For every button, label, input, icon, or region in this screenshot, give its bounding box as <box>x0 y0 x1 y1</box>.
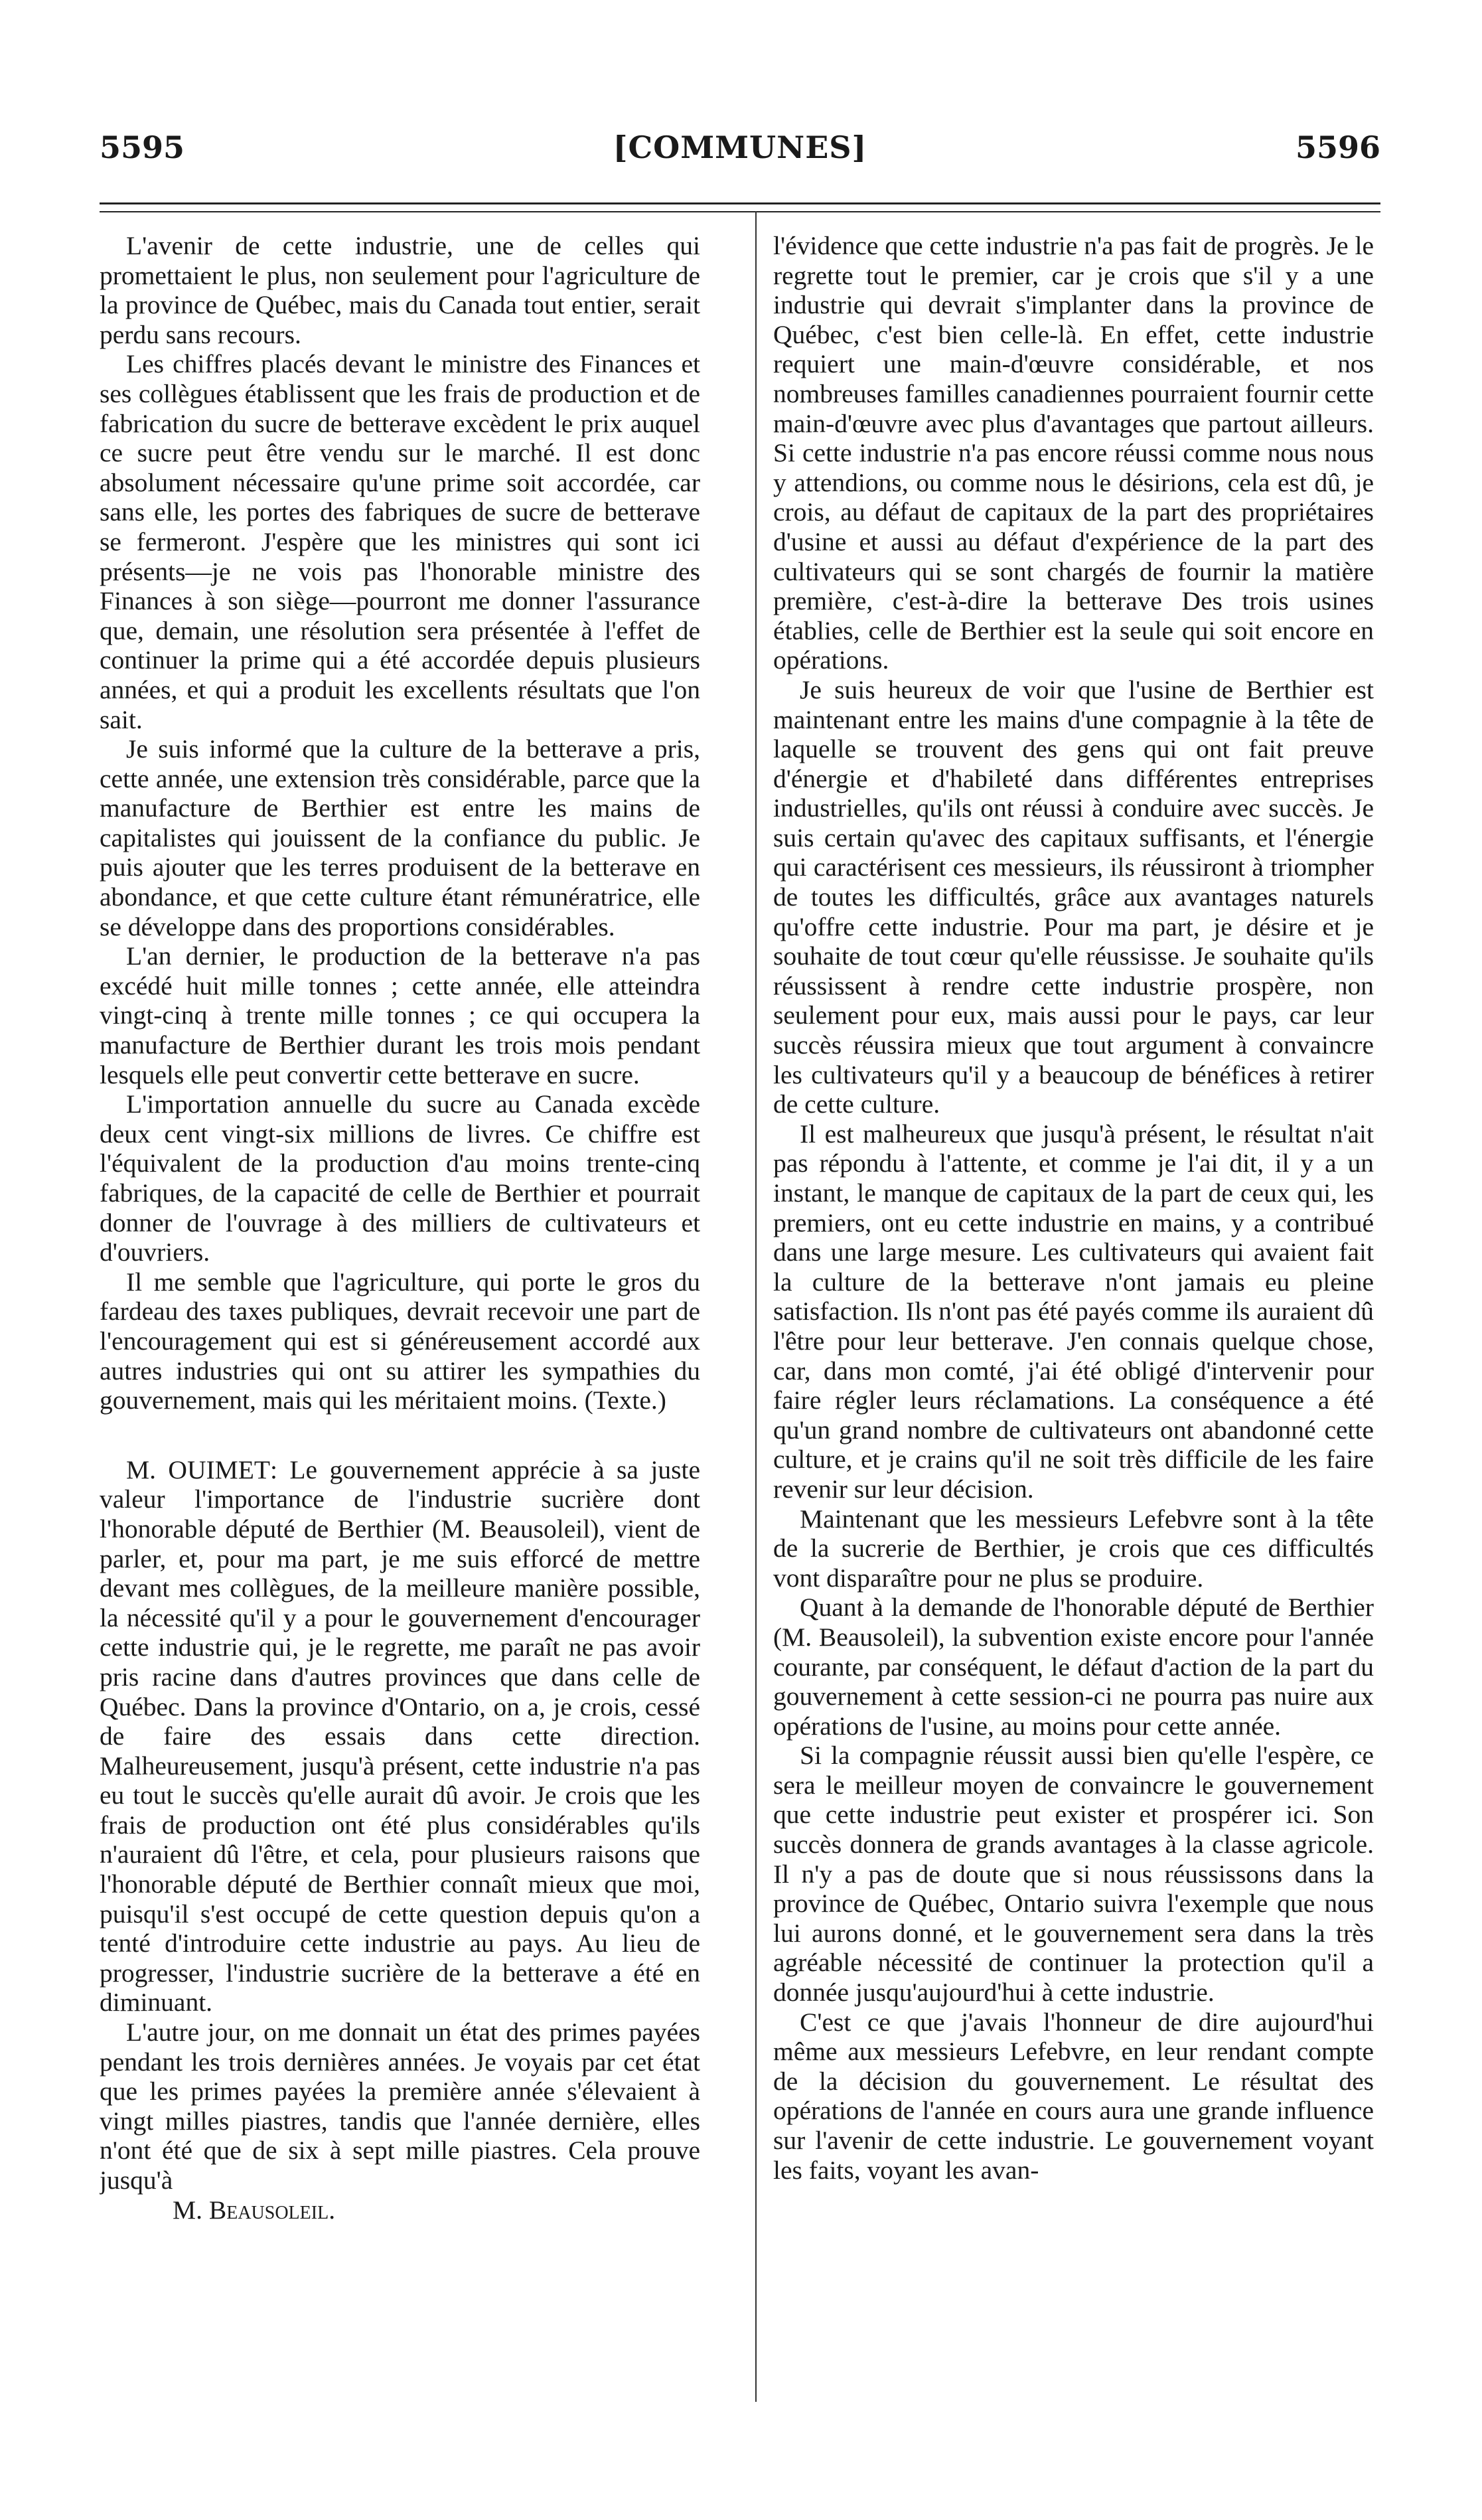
paragraph: C'est ce que j'avais l'honneur de dire aujourd'hui même aux messieurs Lefebvre, en leur rendant compte de la décision du gouvernement. Le résultat des opérations de l'année en cours aura une grande influence sur l'avenir de cette industrie. Le gouvernement voyant les faits, voyant les avan- <box>773 2007 1374 2185</box>
column-divider <box>755 211 757 2402</box>
speaker-name: M. OUIMET <box>126 1455 271 1484</box>
paragraph: Je suis informé que la culture de la betterave a pris, cette année, une extension très considérable, parce que la manufacture de Berthier est entre les mains de capitalistes qui jouissent de la confiance du public. Je puis ajouter que les terres produisent de la betterave en abondance, et que cette culture étant rémunératrice, elle se développe dans des proportions considérables. <box>100 734 700 941</box>
left-column <box>100 231 700 2428</box>
speech-text: : Le gouvernement apprécie à sa juste valeur l'importance de l'industrie sucrière dont l'honorable député de Berthier (M. Beausoleil), vient de parler, et, pour ma part, je me suis efforcé de mettre devant mes collègues, de la meilleure manière possible, la nécessité qu'il y a pour le gouvernement d'encourager cette industrie qui, je le regrette, me paraît ne pas avoir pris racine dans d'autres provinces que dans celle de Québec. Dans la province d'Ontario, on a, je crois, cessé de faire des essais dans cette direction. Malheureusement, jusqu'à présent, cette industrie n'a pas eu tout le succès qu'elle aurait dû avoir. Je crois que les frais de production ont été plus considérables qu'ils n'auraient dû l'être, et cela, pour plusieurs raisons que l'honorable député de Berthier connaît mieux que moi, puisqu'il s'est occupé de cette question depuis qu'on a tenté d'introduire cette industrie au pays. Au lieu de progresser, l'industrie sucrière de la betterave a été en diminuant. <box>100 1455 700 2017</box>
paragraph: L'importation annuelle du sucre au Canada excède deux cent vingt-six millions de livres. Ce chiffre est l'équivalent de la production d'au moins trente-cinq fabriques, de la capacité de celle de Berthier et pourrait donner de l'ouvrage à des milliers de cultivateurs et d'ouvriers. <box>100 1089 700 1267</box>
paragraph: Quant à la demande de l'honorable député de Berthier (M. Beausoleil), la subvention existe encore pour l'année courante, par conséquent, le défaut d'action de la part du gouvernement à cette session-ci ne pourra pas nuire aux opérations de l'usine, au moins pour cette année. <box>773 1593 1374 1741</box>
header-rule <box>100 202 1380 204</box>
paragraph: Il est malheureux que jusqu'à présent, le résultat n'ait pas répondu à l'attente, et comme je l'ai dit, il y a un instant, le manque de capitaux de la part de ceux qui, les premiers, ont eu cette industrie en mains, y a contribué dans une large mesure. Les cultivateurs qui avaient fait la culture de la betterave n'ont jamais eu pleine satisfaction. Ils n'ont pas été payés comme ils auraient dû l'être pour leur betterave. J'en connais quelque chose, car, dans mon comté, j'ai été obligé d'intervenir pour faire régler leurs réclamations. La conséquence a été qu'un grand nombre de cultivateurs ont abandonné cette culture, et je crains qu'il ne soit très difficile de les faire revenir sur leur décision. <box>773 1119 1374 1504</box>
paragraph: Il me semble que l'agriculture, qui porte le gros du fardeau des taxes publiques, devrait recevoir une part de l'encouragement qui est si généreusement accordé aux autres industries qui ont su attirer les sympathies du gouvernement, mais qui les méritaient moins. (Texte.) <box>100 1267 700 1415</box>
paragraph: Je suis heureux de voir que l'usine de Berthier est maintenant entre les mains d'une compagnie à la tête de laquelle se trouvent des gens qui ont fait preuve d'énergie et d'habileté dans différentes entreprises industrielles, qu'ils ont réussi à conduire avec succès. Je suis certain qu'avec des capitaux suffisants, et l'énergie qui caractérisent ces messieurs, ils réussiront à triompher de toutes les difficultés, grâce aux avantages naturels qu'offre cette industrie. Pour ma part, je désire et je souhaite de tout cœur qu'elle réussisse. Je souhaite qu'ils réussissent à rendre cette industrie prospère, non seulement pour eux, mais aussi pour le pays, car leur succès réussira mieux que tout argument à convaincre les cultivateurs qu'il y a beaucoup de bénéfices à retirer de cette culture. <box>773 674 1374 1119</box>
right-column <box>773 231 1374 2428</box>
paragraph: L'autre jour, on me donnait un état des primes payées pendant les trois dernières années. Je voyais par cet état que les primes payées la première année s'élevaient à vingt milles piastres, tandis que l'année dernière, elles n'ont été que de six à sept mille piastres. Cela prouve jusqu'à <box>100 2017 700 2195</box>
header-rule-double <box>100 211 1380 212</box>
paragraph: Maintenant que les messieurs Lefebvre sont à la tête de la sucrerie de Berthier, je crois que ces difficultés vont disparaître pour ne plus se produire. <box>773 1504 1374 1593</box>
paragraph: L'an dernier, le production de la betterave n'a pas excédé huit mille tonnes ; cette année, elle atteindra vingt-cinq à trente mille tonnes ; ce qui occupera la manufacture de Berthier durant les trois mois pendant lesquels elle peut convertir cette betterave en sucre. <box>100 941 700 1089</box>
paragraph: Les chiffres placés devant le ministre des Finances et ses collègues établissent que les frais de production et de fabrication du sucre de betterave excèdent le prix auquel ce sucre peut être vendu sur le marché. Il est donc absolument nécessaire qu'une prime soit accordée, car sans elle, les portes des fabriques de sucre de betterave se fermeront. J'espère que les ministres qui sont ici présents—je ne vois pas l'honorable ministre des Finances à son siège—pourront me donner l'assurance que, demain, une résolution sera présentée à l'effet de continuer la prime qui a été accordée depuis plusieurs années, et qui a produit les excellents résultats que l'on sait. <box>100 349 700 734</box>
page-number-left: 5595 <box>100 129 185 165</box>
paragraph: Si la compagnie réussit aussi bien qu'elle l'espère, ce sera le meilleur moyen de convaincre le gouvernement que cette industrie peut exister et prospérer ici. Son succès donnera de grands avantages à la classe agricole. Il n'y a pas de doute que si nous réussissons dans la province de Québec, Ontario suivra l'exemple que nous lui aurons donné, et le gouvernement sera dans la très agréable nécessité de continuer la protection qu'il a donnée jusqu'aujourd'hui à cette industrie. <box>773 1741 1374 2008</box>
page-footer-name: M. Beausoleil. <box>173 2195 336 2225</box>
running-title: [COMMUNES] <box>613 129 867 165</box>
page-header <box>100 129 1380 183</box>
speech-paragraph <box>100 1455 700 2017</box>
page-number-right: 5596 <box>1295 129 1380 165</box>
paragraph: L'avenir de cette industrie, une de celles qui promettaient le plus, non seulement pour l'agriculture de la province de Québec, mais du Canada tout entier, serait perdu sans recours. <box>100 231 700 349</box>
paragraph: l'évidence que cette industrie n'a pas fait de progrès. Je le regrette tout le premier, car je crois que s'il y a une industrie qui devrait s'implanter dans la province de Québec, c'est bien celle-là. En effet, cette industrie requiert une main-d'œuvre considérable, et nos nombreuses familles canadiennes pourraient fournir cette main-d'œuvre avec plus d'avantages que partout ailleurs. Si cette industrie n'a pas encore réussi comme nous nous y attendions, ou comme nous le désirions, cela est dû, je crois, au défaut de capitaux de la part des propriétaires d'usine et aussi au défaut d'expérience de la part des cultivateurs qui se sont chargés de fournir la matière première, c'est-à-dire la betterave Des trois usines établies, celle de Berthier est la seule qui soit encore en opérations. <box>773 231 1374 675</box>
